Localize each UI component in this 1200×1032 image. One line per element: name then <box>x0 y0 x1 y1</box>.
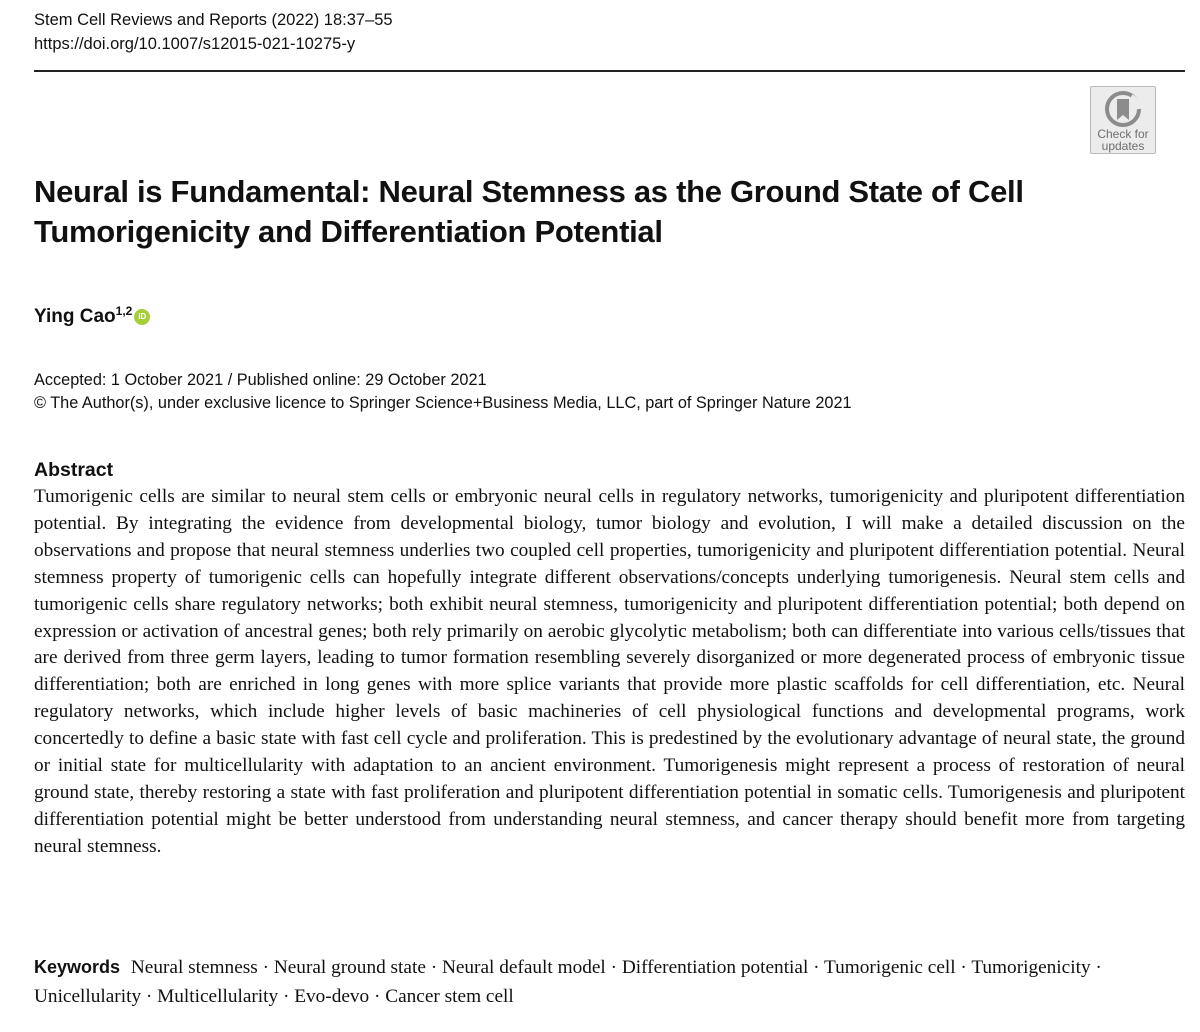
badge-label-line2: updates <box>1101 139 1145 153</box>
abstract-heading: Abstract <box>34 459 114 481</box>
doi-link[interactable]: https://doi.org/10.1007/s12015-021-10275-y <box>34 35 356 53</box>
keywords-list: Neural stemness · Neural ground state · Neural default model · Differentiation potential · Tumorigenic cell · Tumorigenicity · Unicellularity · Multicellularity · Evo-devo · Cancer stem cell <box>34 957 1102 1007</box>
journal-header <box>34 8 393 56</box>
copyright-notice: © The Author(s), under exclusive licence to Springer Science+Business Media, LLC, part of Springer Nature 2021 <box>34 394 852 412</box>
author-affiliations: 1,2 <box>115 304 133 318</box>
title-line-2: Tumorigenicity and Differentiation Potential <box>34 214 663 249</box>
badge-label-line1: Check for <box>1097 127 1149 141</box>
title-line-1: Neural is Fundamental: Neural Stemness as the Ground State of Cell <box>34 174 1024 209</box>
keywords-label: Keywords <box>34 957 121 977</box>
bookmark-refresh-icon <box>1104 90 1142 128</box>
accepted-published-dates: Accepted: 1 October 2021 / Published online: 29 October 2021 <box>34 371 487 389</box>
keywords-section <box>34 953 1185 1011</box>
publication-info <box>34 369 852 415</box>
article-title <box>34 172 1114 252</box>
author-name[interactable]: Ying Cao <box>34 306 116 327</box>
abstract-text: Tumorigenic cells are similar to neural stem cells or embryonic neural cells in regulatory networks, tumorigenicity and pluripotent differentiation potential. By integrating the evidence from developmental biology, tumor biology and evolution, I will make a detailed discussion on the observations and propose that neural stemness underlies two coupled cell properties, tumorigenicity and pluripotent differentiation potential. Neural stemness property of tumorigenic cells can hopefully integrate different observations/concepts underlying tumorigenesis. Neural stem cells and tumorigenic cells share regulatory networks; both exhibit neural stemness, tumorigenicity and pluripotent differentiation potential; both depend on expression or activation of ancestral genes; both rely primarily on aerobic glycolytic metabolism; both can differentiate into various cells/tissues that are derived from three germ layers, leading to tumor formation resembling severely disorganized or more degenerated process of embryonic tissue differentiation; both are enriched in long genes with more splice variants that provide more plastic scaffolds for cell differentiation, etc. Neural regulatory networks, which include higher levels of basic machineries of cell physiological functions and developmental programs, work concertedly to define a basic state with fast cell cycle and proliferation. This is predestined by the evolutionary advantage of neural state, the ground or initial state for multicellularity with adaptation to an ancient environment. Tumorigenesis might represent a process of restoration of neural ground state, thereby restoring a state with fast proliferation and pluripotent differentiation potential in somatic cells. Tumorigenesis and pluripotent differentiation potential might be better understood from understanding neural stemness, and cancer therapy should benefit more from targeting neural stemness. <box>34 486 1185 857</box>
check-for-updates-badge[interactable] <box>1090 86 1156 154</box>
orcid-icon[interactable]: iD <box>134 309 150 325</box>
header-divider <box>34 70 1185 72</box>
author-line <box>34 297 150 331</box>
journal-citation: Stem Cell Reviews and Reports (2022) 18:37–55 <box>34 11 393 29</box>
